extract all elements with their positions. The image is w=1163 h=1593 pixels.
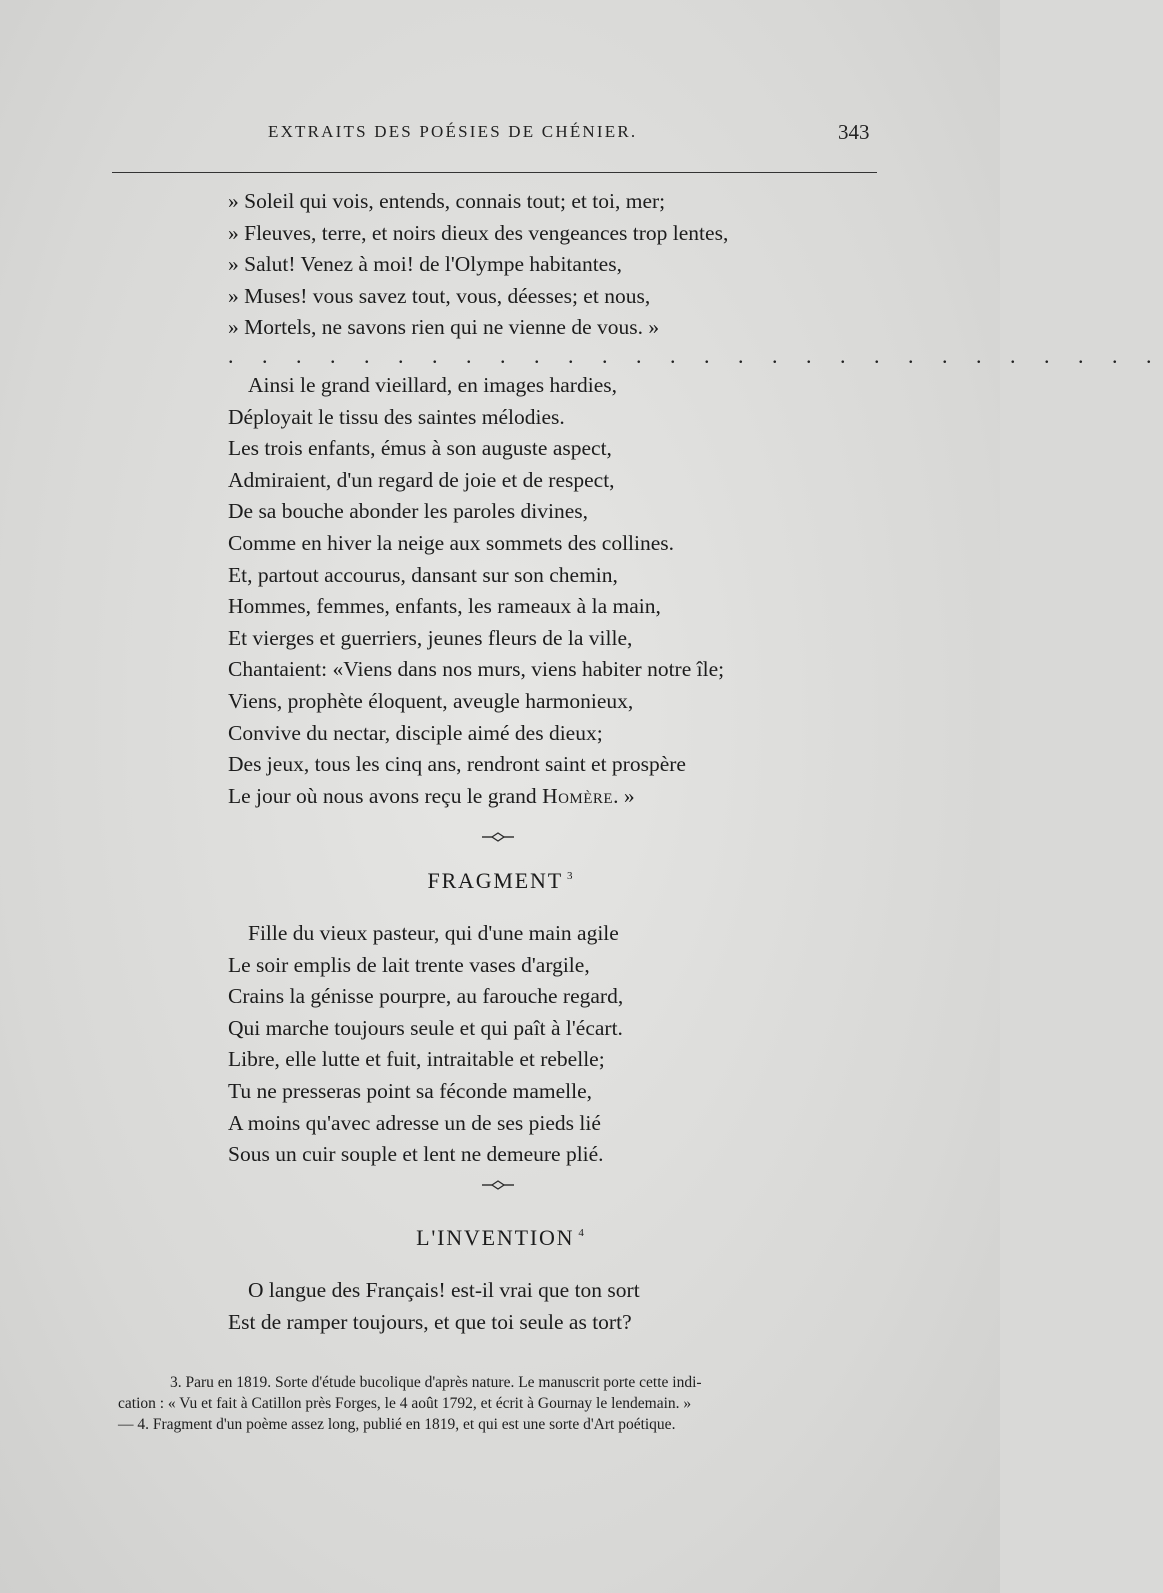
verse-text: . » (613, 783, 635, 808)
verse-line: A moins qu'avec adresse un de ses pieds lié (228, 1110, 601, 1135)
verse-line: Et vierges et guerriers, jeunes fleurs de la ville, (228, 625, 633, 650)
verse-line: Qui marche toujours seule et qui paît à l'écart. (228, 1015, 623, 1040)
fragment-poem (228, 918, 828, 1171)
fragment-title-text: FRAGMENT (427, 868, 563, 893)
verse-line-last (228, 781, 828, 813)
footnote-3-line: 3. Paru en 1819. Sorte d'étude bucolique d'après nature. Le manuscrit porte cette indi- (170, 1374, 702, 1391)
verse-line: Convive du nectar, disciple aimé des dieux; (228, 720, 603, 745)
verse-line: » Salut! Venez à moi! de l'Olympe habitantes, (228, 252, 622, 277)
footnote-ref-3: 3 (566, 870, 573, 882)
footnote-ref-4: 4 (578, 1227, 584, 1239)
verse-line: De sa bouche abonder les paroles divines, (228, 499, 589, 524)
verse-line: Les trois enfants, émus à son auguste aspect, (228, 436, 612, 461)
verse-line: Crains la génisse pourpre, au farouche regard, (228, 984, 624, 1009)
poem-quote-stanza (228, 186, 828, 344)
verse-line: » Fleuves, terre, et noirs dieux des vengeances trop lentes, (228, 220, 729, 245)
verse-line: Déployait le tissu des saintes mélodies. (228, 404, 565, 429)
section-ornament-icon (478, 830, 518, 844)
verse-line: Admiraient, d'un regard de joie et de respect, (228, 467, 615, 492)
verse-line: » Soleil qui vois, entends, connais tout; et toi, mer; (228, 189, 666, 213)
ellipsis-line: . . . . . . . . . . . . . . . . . . . . . . . . . . . . (228, 343, 1163, 368)
verse-line: Des jeux, tous les cinq ans, rendront saint et prospère (228, 752, 686, 777)
running-title: EXTRAITS DES POÉSIES DE CHÉNIER. (268, 122, 638, 141)
proper-name: Homère (542, 783, 614, 808)
footnote-4-line: — 4. Fragment d'un poème assez long, publié en 1819, et qui est une sorte d'Art poétique. (118, 1416, 676, 1433)
fragment-title (0, 868, 1000, 894)
verse-line: Viens, prophète éloquent, aveugle harmonieux, (228, 688, 634, 713)
running-head (0, 120, 1000, 150)
invention-title-text: L'INVENTION (416, 1225, 575, 1250)
verse-line: Fille du vieux pasteur, qui d'une main agile (248, 921, 619, 945)
verse-line: Ainsi le grand vieillard, en images hardies, (248, 373, 617, 397)
verse-line: Libre, elle lutte et fuit, intraitable et rebelle; (228, 1047, 605, 1072)
verse-line: Est de ramper toujours, et que toi seule as tort? (228, 1309, 632, 1334)
verse-line: Hommes, femmes, enfants, les rameaux à la main, (228, 594, 661, 619)
verse-line: Sous un cuir souple et lent ne demeure plié. (228, 1142, 604, 1167)
verse-line: O langue des Français! est-il vrai que ton sort (248, 1278, 640, 1302)
footnotes (118, 1372, 878, 1435)
page-number: 343 (838, 120, 870, 144)
header-rule (112, 172, 877, 173)
poem-continuation-stanza (228, 370, 828, 812)
verse-line: » Mortels, ne savons rien qui ne vienne de vous. » (228, 315, 660, 340)
footnote-3-line: cation : « Vu et fait à Catillon près Forges, le 4 août 1792, et écrit à Gournay le lendemain. » (118, 1395, 692, 1412)
verse-line: » Muses! vous savez tout, vous, déesses; et nous, (228, 283, 651, 308)
invention-title (0, 1225, 1000, 1251)
verse-line: Le soir emplis de lait trente vases d'argile, (228, 952, 590, 977)
verse-line: Chantaient: «Viens dans nos murs, viens habiter notre île; (228, 657, 725, 682)
verse-line: Et, partout accourus, dansant sur son chemin, (228, 562, 618, 587)
verse-text: Le jour où nous avons reçu le grand (228, 783, 543, 808)
verse-line: Tu ne presseras point sa féconde mamelle, (228, 1078, 593, 1103)
section-ornament-icon (478, 1178, 518, 1192)
verse-line: Comme en hiver la neige aux sommets des collines. (228, 530, 675, 555)
invention-poem (228, 1275, 828, 1338)
